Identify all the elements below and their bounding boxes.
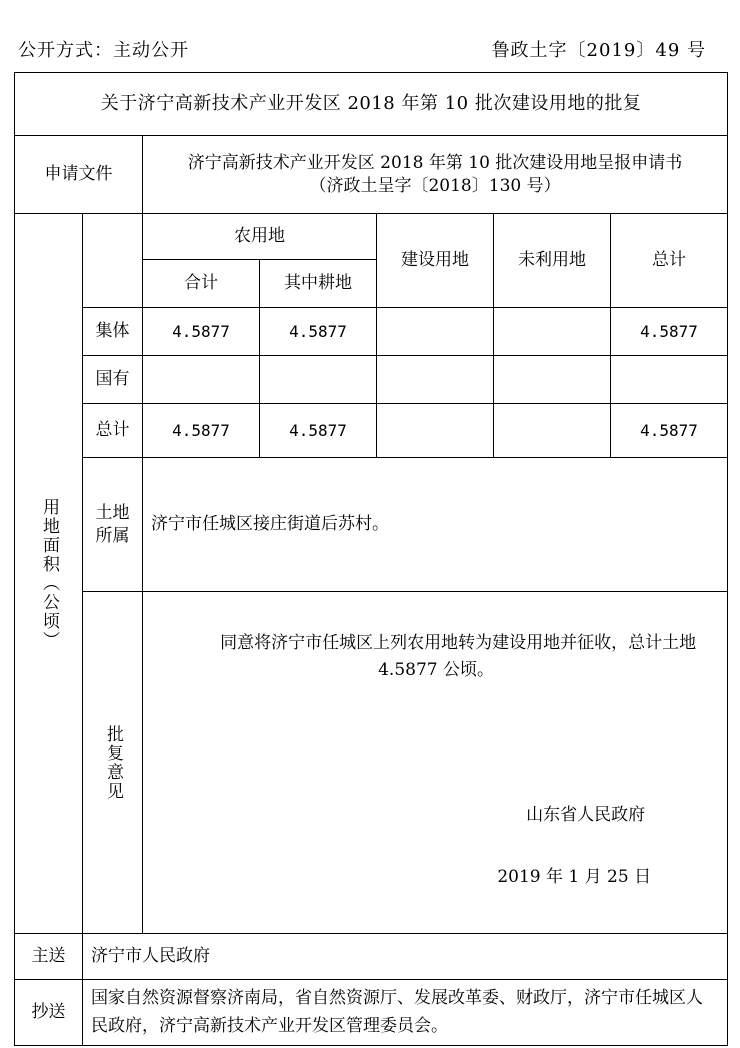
send-to-value: 济宁市人民政府 <box>83 934 728 980</box>
approval-opinion <box>143 592 728 934</box>
subtotal-value <box>143 356 260 404</box>
approval-text: 同意将济宁市任城区上列农用地转为建设用地并征收，总计土地 4.5877 公顷。 <box>220 633 697 681</box>
construction-value <box>377 308 494 356</box>
construction-land-header: 建设用地 <box>377 214 494 308</box>
document-title: 关于济宁高新技术产业开发区 2018 年第 10 批次建设用地的批复 <box>15 73 728 136</box>
table-row <box>15 404 728 458</box>
approval-form-table <box>14 72 728 1046</box>
subtotal-value: 4.5877 <box>143 308 260 356</box>
signature-block <box>151 684 721 888</box>
table-row <box>15 356 728 404</box>
application-document <box>143 136 728 214</box>
unused-value <box>494 404 611 458</box>
application-label: 申请文件 <box>15 136 143 214</box>
table-row <box>15 308 728 356</box>
unused-value <box>494 356 611 404</box>
unused-value <box>494 308 611 356</box>
row-label: 国有 <box>83 356 143 404</box>
total-value: 4.5877 <box>611 404 728 458</box>
cultivated-value <box>260 356 377 404</box>
total-value: 4.5877 <box>611 308 728 356</box>
cultivated-header: 其中耕地 <box>260 260 377 308</box>
issuing-authority: 山东省人民政府 <box>526 805 646 826</box>
application-title: 济宁高新技术产业开发区 2018 年第 10 批次建设用地呈报申请书 <box>187 152 683 173</box>
cultivated-value: 4.5877 <box>260 404 377 458</box>
blank-corner-cell <box>83 214 143 308</box>
unused-land-header: 未利用地 <box>494 214 611 308</box>
land-area-label: 用地面积（公顷） <box>38 497 59 650</box>
construction-value <box>377 404 494 458</box>
application-number: （济政土呈字〔2018〕130 号） <box>309 175 561 196</box>
land-area-label-cell <box>15 214 83 934</box>
row-label: 总计 <box>83 404 143 458</box>
ownership-label <box>83 458 143 592</box>
ownership-label-line1: 土地 <box>95 502 130 523</box>
construction-value <box>377 356 494 404</box>
ownership-value: 济宁市任城区接庄街道后苏村。 <box>143 458 728 592</box>
document-number: 鲁政土字〔2019〕49 号 <box>491 40 706 61</box>
total-header: 总计 <box>611 214 728 308</box>
subtotal-value: 4.5877 <box>143 404 260 458</box>
subtotal-header: 合计 <box>143 260 260 308</box>
copy-to-label: 抄送 <box>15 980 83 1046</box>
total-value <box>611 356 728 404</box>
issue-date: 2019 年 1 月 25 日 <box>497 867 652 888</box>
cultivated-value: 4.5877 <box>260 308 377 356</box>
approval-label-cell <box>83 592 143 934</box>
send-to-label: 主送 <box>15 934 83 980</box>
disclosure-method: 公开方式：主动公开 <box>18 40 189 61</box>
copy-to-value: 国家自然资源督察济南局，省自然资源厅、发展改革委、财政厅，济宁市任城区人民政府，济宁高新技术产业开发区管理委员会。 <box>83 980 728 1046</box>
farmland-header: 农用地 <box>143 214 377 260</box>
ownership-label-line2: 所属 <box>95 525 130 546</box>
approval-label: 批复意见 <box>102 724 123 801</box>
row-label: 集体 <box>83 308 143 356</box>
